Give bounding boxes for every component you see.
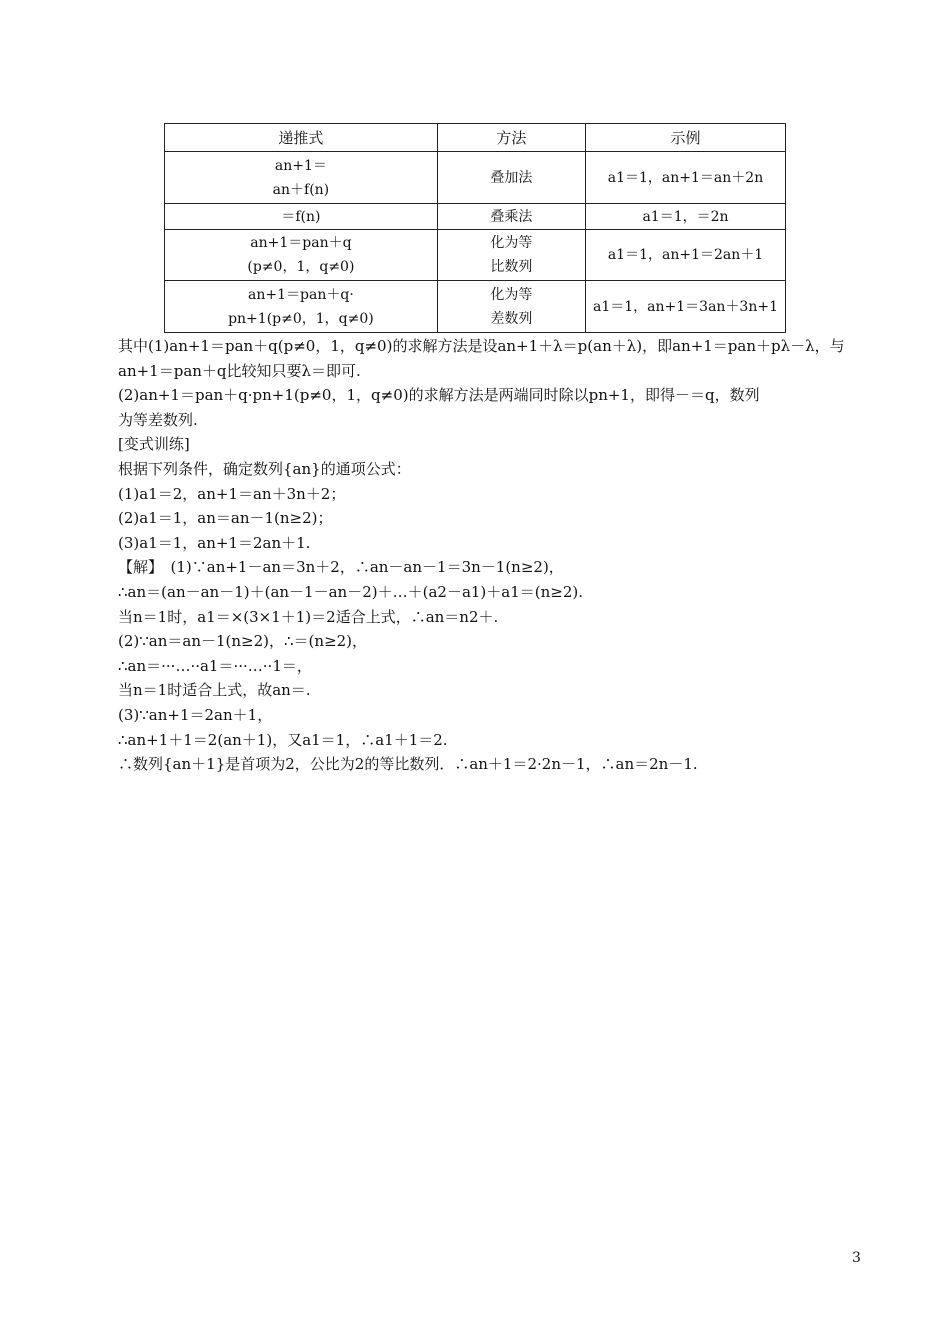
- text-line: (2)an+1＝pan＋q·pn+1(p≠0，1，q≠0)的求解方法是两端同时除以pn+1，即得－＝q，数列: [118, 386, 760, 405]
- text-line: an+1＝pan＋q比较知只要λ＝即可.: [118, 361, 361, 380]
- page-number: 3: [852, 1250, 861, 1266]
- formula-line: an+1＝pan＋q: [250, 235, 352, 251]
- method-cell: [437, 281, 585, 333]
- formula-cell: [165, 204, 438, 230]
- formula-cell: [165, 152, 438, 204]
- table-row: [165, 152, 786, 204]
- solution-line: 【解】 (1)∵an+1－an＝3n＋2，∴an－an－1＝3n－1(n≥2)，: [118, 558, 564, 577]
- formula-line: an+1＝: [274, 157, 327, 174]
- method-line: 叠乘法: [490, 208, 533, 225]
- formula-line: ＝f(n): [281, 208, 321, 225]
- method-line: 化为等: [490, 286, 533, 303]
- text-line: ∴an＝···…··a1＝···…··1＝，: [118, 656, 312, 675]
- table-row: [165, 230, 786, 281]
- example-cell: a1＝1，an+1＝2an＋1: [586, 230, 786, 281]
- method-line: 比数列: [490, 259, 533, 275]
- text-line: (1)a1＝2，an+1＝an＋3n＋2；: [118, 484, 346, 503]
- text-line: ∴an＝(an－an－1)＋(an－1－an－2)＋…＋(a2－a1)＋a1＝(n≥2).: [118, 582, 584, 601]
- text-line: 其中(1)an+1＝pan＋q(p≠0，1，q≠0)的求解方法是设an+1＋λ＝p(an＋λ)，即an+1＝pan＋pλ－λ，与: [118, 337, 845, 355]
- method-cell: [437, 230, 585, 281]
- text-line: 为等差数列.: [118, 410, 198, 429]
- formula-line: an＋f(n): [272, 181, 330, 198]
- text-line: 根据下列条件，确定数列{an}的通项公式：: [118, 459, 411, 478]
- text-line: ∴数列{an＋1}是首项为2，公比为2的等比数列．∴an＋1＝2·2n－1，∴an＝2n－1.: [118, 755, 698, 774]
- body-text: [118, 334, 878, 777]
- text-line: 当n＝1时，a1＝×(3×1＋1)＝2适合上式，∴an＝n2＋.: [118, 607, 499, 626]
- method-cell: [437, 152, 585, 204]
- text-line: (3)a1＝1，an+1＝2an＋1.: [118, 533, 311, 552]
- header-example: 示例: [586, 124, 786, 152]
- formula-line: (p≠0，1，q≠0): [247, 259, 355, 275]
- text-line: (3)∵an+1＝2an＋1，: [118, 705, 273, 724]
- text-line: (2)a1＝1，an＝an－1(n≥2)；: [118, 509, 333, 528]
- example-cell: a1＝1，＝2n: [586, 204, 786, 230]
- method-line: 叠加法: [490, 169, 533, 186]
- method-line: 差数列: [490, 310, 533, 327]
- formula-line: pn+1(p≠0，1，q≠0): [228, 310, 374, 327]
- text-line: (2)∵an＝an－1(n≥2)，∴＝(n≥2)，: [118, 632, 368, 651]
- table-row: [165, 204, 786, 230]
- formula-line: an+1＝pan＋q·: [248, 286, 354, 303]
- table-row: [165, 281, 786, 333]
- example-cell: a1＝1，an+1＝3an＋3n+1: [586, 281, 786, 333]
- formula-cell: [165, 230, 438, 281]
- header-method: 方法: [437, 124, 585, 152]
- recurrence-method-table: [164, 123, 786, 333]
- example-cell: a1＝1，an+1＝an＋2n: [586, 152, 786, 204]
- method-line: 化为等: [490, 235, 533, 251]
- text-line: ∴an+1＋1＝2(an＋1)，又a1＝1，∴a1＋1＝2.: [118, 730, 448, 749]
- section-heading: [变式训练]: [118, 435, 190, 454]
- table-header-row: [165, 124, 786, 152]
- method-cell: [437, 204, 585, 230]
- formula-cell: [165, 281, 438, 333]
- header-formula: 递推式: [165, 124, 438, 152]
- text-line: 当n＝1时适合上式，故an＝.: [118, 681, 311, 700]
